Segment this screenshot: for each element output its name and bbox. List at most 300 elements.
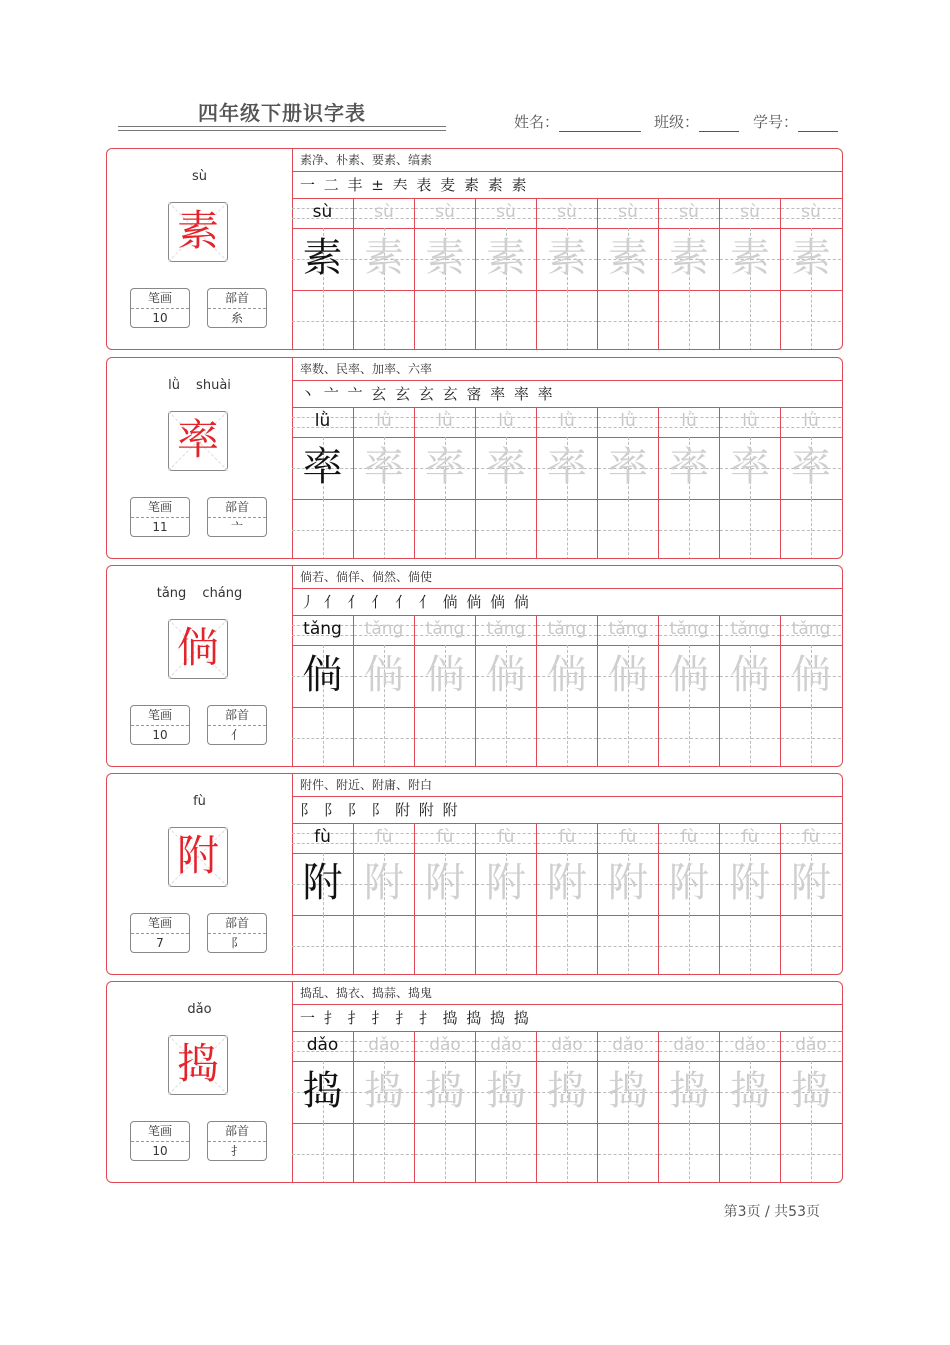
pinyin-cell[interactable] [536, 199, 597, 228]
trace-char: 附 [791, 860, 831, 906]
pinyin-text: lǜ [376, 411, 392, 431]
big-character-box [168, 1035, 228, 1095]
tracing-row [292, 437, 842, 500]
trace-char: 附 [364, 860, 404, 906]
pinyin-text: dǎo [306, 1035, 339, 1055]
blank-cell[interactable] [292, 915, 353, 975]
trace-char: 捣 [486, 1068, 526, 1114]
pinyin-text: lǜ [681, 411, 697, 431]
pinyin-cell[interactable] [780, 616, 841, 645]
pinyin-text: lǜ [437, 411, 453, 431]
pinyin-cell[interactable] [536, 824, 597, 853]
char-cell[interactable] [597, 853, 658, 915]
blank-cell[interactable] [597, 1123, 658, 1183]
radical-label: 部首 [208, 706, 266, 726]
pinyin-cell[interactable] [780, 824, 841, 853]
pinyin-text: sù [801, 202, 821, 222]
page-header [0, 0, 950, 140]
stroke-count-value: 7 [156, 936, 164, 950]
pinyin-cell[interactable] [719, 616, 780, 645]
char-cell[interactable] [597, 228, 658, 290]
pinyin-text: sù [679, 202, 699, 222]
pinyin-text: tǎng [303, 619, 342, 639]
char-cell[interactable] [353, 228, 414, 290]
char-cell[interactable] [475, 437, 536, 499]
practice-grid [292, 982, 842, 1182]
char-cell[interactable] [353, 437, 414, 499]
char-cell[interactable] [597, 645, 658, 707]
char-cell[interactable] [597, 437, 658, 499]
pinyin-cell[interactable] [658, 824, 719, 853]
radical-value: 阝 [230, 936, 243, 950]
trace-char: 倘 [425, 652, 465, 698]
pinyin-text: sù [740, 202, 760, 222]
pinyin-text: tǎng [791, 619, 831, 639]
blank-cell[interactable] [414, 707, 475, 767]
blank-cell[interactable] [475, 499, 536, 559]
char-cell[interactable] [719, 437, 780, 499]
practice-grid [292, 358, 842, 558]
pinyin-cell[interactable] [353, 616, 414, 645]
character-info-panel [107, 149, 293, 349]
trace-char: 率 [486, 444, 526, 490]
pinyin-cell[interactable] [475, 616, 536, 645]
pinyin-cell[interactable] [536, 1032, 597, 1061]
blank-cell[interactable] [719, 707, 780, 767]
blank-cell[interactable] [353, 1123, 414, 1183]
page-title: 四年级下册识字表 [198, 101, 366, 125]
big-character: 捣 [176, 1039, 219, 1088]
pinyin-label: sù [191, 169, 207, 184]
writing-row [292, 1123, 842, 1183]
blank-cell[interactable] [597, 290, 658, 350]
blank-cell[interactable] [353, 915, 414, 975]
big-character-box [168, 411, 228, 471]
big-character-box [168, 619, 228, 679]
stroke-count-box [130, 497, 190, 537]
radical-value: 亻 [230, 728, 243, 742]
char-cell[interactable] [414, 645, 475, 707]
character-card [106, 981, 843, 1183]
character-info-panel [107, 774, 293, 974]
pinyin-text: fù [558, 827, 576, 847]
char-cell[interactable] [414, 853, 475, 915]
pinyin-text: dǎo [795, 1035, 827, 1055]
blank-cell[interactable] [475, 915, 536, 975]
stroke-count-box [130, 288, 190, 328]
trace-char: 素 [608, 235, 648, 281]
stroke-count-box [130, 705, 190, 745]
blank-cell[interactable] [536, 1123, 597, 1183]
pinyin-text: tǎng [364, 619, 404, 639]
page-number: 第3页 / 共53页 [723, 1204, 820, 1220]
trace-char: 率 [608, 444, 648, 490]
writing-row [292, 290, 842, 350]
blank-cell[interactable] [536, 290, 597, 350]
big-character-box [168, 827, 228, 887]
char-cell[interactable] [475, 853, 536, 915]
char-cell[interactable] [475, 645, 536, 707]
pinyin-cell[interactable] [414, 408, 475, 437]
trace-char: 率 [547, 444, 587, 490]
stroke-count-label: 笔画 [131, 706, 189, 726]
stroke-count-value: 10 [152, 311, 168, 325]
blank-cell[interactable] [292, 707, 353, 767]
pinyin-cell[interactable] [353, 199, 414, 228]
title-underline-second [118, 130, 446, 131]
pinyin-row [292, 199, 842, 229]
pinyin-cell[interactable] [658, 616, 719, 645]
id-field[interactable] [753, 111, 838, 132]
blank-cell[interactable] [658, 1123, 719, 1183]
pinyin-cell[interactable] [414, 199, 475, 228]
pinyin-text: sù [618, 202, 638, 222]
pinyin-text: tǎng [547, 619, 587, 639]
char-cell[interactable] [658, 228, 719, 290]
trace-char: 率 [791, 444, 831, 490]
blank-cell[interactable] [658, 915, 719, 975]
pinyin-text: tǎng [608, 619, 648, 639]
stroke-order: 丿 亻 亻 亻 亻 亻 倘 倘 倘 倘 [292, 589, 842, 616]
stroke-count-label: 笔画 [131, 289, 189, 309]
trace-char: 捣 [669, 1068, 709, 1114]
char-cell[interactable] [292, 853, 353, 915]
pinyin-cell[interactable] [475, 199, 536, 228]
blank-cell[interactable] [292, 1123, 353, 1183]
char-cell[interactable] [353, 853, 414, 915]
pinyin-row [292, 824, 842, 854]
trace-char: 倘 [608, 652, 648, 698]
blank-cell[interactable] [414, 915, 475, 975]
pinyin-cell[interactable] [719, 408, 780, 437]
blank-cell[interactable] [353, 290, 414, 350]
char-cell[interactable] [719, 1061, 780, 1123]
radical-label: 部首 [208, 914, 266, 934]
trace-char: 捣 [608, 1068, 648, 1114]
stroke-count-box [130, 913, 190, 953]
character-info-panel [107, 982, 293, 1182]
trace-char: 倘 [547, 652, 587, 698]
pinyin-text: lǜ [803, 411, 819, 431]
pinyin-cell[interactable] [414, 1032, 475, 1061]
blank-cell[interactable] [780, 290, 841, 350]
example-words: 附件、附近、附庸、附白 [292, 774, 842, 797]
char-cell[interactable] [658, 1061, 719, 1123]
trace-char: 倘 [730, 652, 770, 698]
char-cell[interactable] [414, 437, 475, 499]
pinyin-text: dǎo [734, 1035, 766, 1055]
trace-char: 捣 [364, 1068, 404, 1114]
pinyin-row [292, 616, 842, 646]
blank-cell[interactable] [475, 1123, 536, 1183]
char-cell[interactable] [292, 645, 353, 707]
stroke-order: 阝 阝 阝 阝 附 附 附 [292, 797, 842, 824]
pinyin-row [292, 1032, 842, 1062]
tracing-row [292, 645, 842, 708]
blank-cell[interactable] [475, 707, 536, 767]
char-cell[interactable] [719, 228, 780, 290]
pinyin-text: dǎo [429, 1035, 461, 1055]
pinyin-text: dǎo [673, 1035, 705, 1055]
practice-grid [292, 566, 842, 766]
pinyin-cell[interactable] [780, 408, 841, 437]
name-blank[interactable] [559, 113, 641, 132]
trace-char: 捣 [730, 1068, 770, 1114]
pinyin-cell[interactable] [475, 1032, 536, 1061]
trace-char: 捣 [791, 1068, 831, 1114]
writing-row [292, 707, 842, 767]
pinyin-cell[interactable] [292, 1032, 353, 1061]
pinyin-cell[interactable] [292, 824, 353, 853]
big-character: 附 [176, 831, 219, 880]
pinyin-cell[interactable] [353, 408, 414, 437]
radical-box [207, 913, 267, 953]
pinyin-cell[interactable] [475, 408, 536, 437]
blank-cell[interactable] [536, 915, 597, 975]
blank-cell[interactable] [475, 290, 536, 350]
pinyin-cell[interactable] [536, 616, 597, 645]
radical-label: 部首 [208, 498, 266, 518]
id-blank[interactable] [798, 113, 838, 132]
trace-char: 倘 [791, 652, 831, 698]
char-cell[interactable] [536, 853, 597, 915]
stroke-count-box [130, 1121, 190, 1161]
pinyin-text: fù [436, 827, 454, 847]
trace-char: 素 [791, 235, 831, 281]
blank-cell[interactable] [780, 1123, 841, 1183]
pinyin-cell[interactable] [658, 199, 719, 228]
blank-cell[interactable] [597, 707, 658, 767]
stroke-count-label: 笔画 [131, 914, 189, 934]
pinyin-cell[interactable] [414, 824, 475, 853]
pinyin-text: lǜ [620, 411, 636, 431]
char-cell[interactable] [719, 645, 780, 707]
radical-box [207, 1121, 267, 1161]
pinyin-text: dǎo [368, 1035, 400, 1055]
pinyin-text: fù [314, 827, 331, 847]
stroke-order: 一 二 丰 ± 𡗗 表 麦 素 素 素 [292, 172, 842, 199]
pinyin-text: fù [375, 827, 393, 847]
char-cell[interactable] [475, 228, 536, 290]
example-words: 倘若、倘佯、倘然、倘使 [292, 566, 842, 589]
pinyin-cell[interactable] [658, 1032, 719, 1061]
pinyin-cell[interactable] [597, 824, 658, 853]
pinyin-cell[interactable] [536, 408, 597, 437]
radical-label: 部首 [208, 1122, 266, 1142]
pinyin-cell[interactable] [597, 199, 658, 228]
blank-cell[interactable] [780, 707, 841, 767]
stroke-count-label: 笔画 [131, 1122, 189, 1142]
blank-cell[interactable] [658, 290, 719, 350]
pinyin-text: sù [312, 202, 333, 222]
char-cell[interactable] [658, 437, 719, 499]
radical-value: 扌 [230, 1144, 243, 1158]
trace-char: 率 [669, 444, 709, 490]
pinyin-row [292, 408, 842, 438]
blank-cell[interactable] [414, 1123, 475, 1183]
trace-char: 附 [547, 860, 587, 906]
writing-row [292, 499, 842, 559]
pinyin-text: dǎo [551, 1035, 583, 1055]
trace-char: 附 [608, 860, 648, 906]
pinyin-cell[interactable] [292, 616, 353, 645]
char-cell[interactable] [719, 853, 780, 915]
id-label: 学号： [753, 113, 799, 131]
big-character-box [168, 202, 228, 262]
blank-cell[interactable] [353, 499, 414, 559]
char-cell[interactable] [353, 1061, 414, 1123]
pinyin-text: sù [496, 202, 516, 222]
trace-char: 素 [669, 235, 709, 281]
pinyin-text: dǎo [612, 1035, 644, 1055]
char-cell[interactable] [780, 645, 841, 707]
char-cell[interactable] [658, 645, 719, 707]
blank-cell[interactable] [719, 290, 780, 350]
blank-cell[interactable] [536, 707, 597, 767]
char-cell[interactable] [597, 1061, 658, 1123]
practice-grid [292, 149, 842, 349]
example-words: 素净、朴素、要素、缟素 [292, 149, 842, 172]
title-underline [118, 126, 446, 127]
name-label: 姓名： [514, 113, 560, 131]
trace-char: 率 [364, 444, 404, 490]
stroke-count-label: 笔画 [131, 498, 189, 518]
trace-char: 素 [364, 235, 404, 281]
char-cell[interactable] [353, 645, 414, 707]
char-cell[interactable] [292, 437, 353, 499]
trace-char: 捣 [425, 1068, 465, 1114]
stroke-count-value: 11 [152, 520, 168, 534]
pinyin-text: tǎng [425, 619, 465, 639]
pinyin-text: lǜ [314, 411, 331, 431]
pinyin-text: sù [435, 202, 455, 222]
trace-char: 率 [425, 444, 465, 490]
char-cell[interactable] [780, 437, 841, 499]
pinyin-cell[interactable] [353, 824, 414, 853]
stroke-count-value: 10 [152, 1144, 168, 1158]
pinyin-cell[interactable] [780, 199, 841, 228]
blank-cell[interactable] [780, 915, 841, 975]
blank-cell[interactable] [353, 707, 414, 767]
blank-cell[interactable] [414, 499, 475, 559]
pinyin-cell[interactable] [780, 1032, 841, 1061]
blank-cell[interactable] [719, 499, 780, 559]
trace-char: 倘 [486, 652, 526, 698]
trace-char: 捣 [547, 1068, 587, 1114]
trace-char: 素 [425, 235, 465, 281]
blank-cell[interactable] [658, 499, 719, 559]
blank-cell[interactable] [719, 915, 780, 975]
char-cell[interactable] [475, 1061, 536, 1123]
pinyin-cell[interactable] [597, 1032, 658, 1061]
pinyin-cell[interactable] [475, 824, 536, 853]
stroke-order: 一 扌 扌 扌 扌 扌 捣 捣 捣 捣 [292, 1005, 842, 1032]
radical-label: 部首 [208, 289, 266, 309]
class-field[interactable] [654, 111, 739, 132]
trace-char: 附 [302, 860, 343, 906]
pinyin-cell[interactable] [719, 1032, 780, 1061]
pinyin-cell[interactable] [597, 616, 658, 645]
pinyin-cell[interactable] [719, 824, 780, 853]
blank-cell[interactable] [780, 499, 841, 559]
big-character: 倘 [176, 623, 219, 672]
radical-box [207, 705, 267, 745]
pinyin-cell[interactable] [292, 408, 353, 437]
trace-char: 倘 [669, 652, 709, 698]
pinyin-text: lǜ [559, 411, 575, 431]
pinyin-text: tǎng [730, 619, 770, 639]
trace-char: 倘 [364, 652, 404, 698]
pinyin-text: fù [497, 827, 515, 847]
character-info-panel [107, 358, 293, 558]
trace-char: 附 [669, 860, 709, 906]
char-cell[interactable] [780, 1061, 841, 1123]
pinyin-cell[interactable] [597, 408, 658, 437]
char-cell[interactable] [780, 228, 841, 290]
char-cell[interactable] [536, 645, 597, 707]
trace-char: 率 [302, 444, 343, 490]
trace-char: 素 [486, 235, 526, 281]
blank-cell[interactable] [292, 290, 353, 350]
blank-cell[interactable] [719, 1123, 780, 1183]
char-cell[interactable] [536, 228, 597, 290]
pinyin-text: lǜ [498, 411, 514, 431]
blank-cell[interactable] [658, 707, 719, 767]
pinyin-cell[interactable] [719, 199, 780, 228]
trace-char: 附 [730, 860, 770, 906]
practice-grid [292, 774, 842, 974]
radical-value: 亠 [230, 520, 243, 534]
blank-cell[interactable] [414, 290, 475, 350]
character-card [106, 773, 843, 975]
class-blank[interactable] [699, 113, 739, 132]
name-field[interactable] [514, 111, 641, 132]
pinyin-text: dǎo [490, 1035, 522, 1055]
char-cell[interactable] [292, 228, 353, 290]
char-cell[interactable] [536, 437, 597, 499]
char-cell[interactable] [414, 1061, 475, 1123]
char-cell[interactable] [414, 228, 475, 290]
character-card [106, 357, 843, 559]
radical-box [207, 497, 267, 537]
pinyin-text: lǜ [742, 411, 758, 431]
character-info-panel [107, 566, 293, 766]
pinyin-text: fù [680, 827, 698, 847]
character-card [106, 148, 843, 350]
blank-cell[interactable] [597, 915, 658, 975]
blank-cell[interactable] [597, 499, 658, 559]
blank-cell[interactable] [536, 499, 597, 559]
pinyin-text: fù [741, 827, 759, 847]
trace-char: 素 [547, 235, 587, 281]
pinyin-cell[interactable] [658, 408, 719, 437]
char-cell[interactable] [536, 1061, 597, 1123]
pinyin-text: sù [374, 202, 394, 222]
blank-cell[interactable] [292, 499, 353, 559]
trace-char: 捣 [302, 1068, 343, 1114]
char-cell[interactable] [292, 1061, 353, 1123]
tracing-row [292, 1061, 842, 1124]
pinyin-cell[interactable] [414, 616, 475, 645]
example-words: 捣乱、捣衣、捣蒜、捣鬼 [292, 982, 842, 1005]
char-cell[interactable] [780, 853, 841, 915]
pinyin-cell[interactable] [353, 1032, 414, 1061]
stroke-count-value: 10 [152, 728, 168, 742]
char-cell[interactable] [658, 853, 719, 915]
trace-char: 附 [486, 860, 526, 906]
pinyin-text: tǎng [486, 619, 526, 639]
pinyin-cell[interactable] [292, 199, 353, 228]
